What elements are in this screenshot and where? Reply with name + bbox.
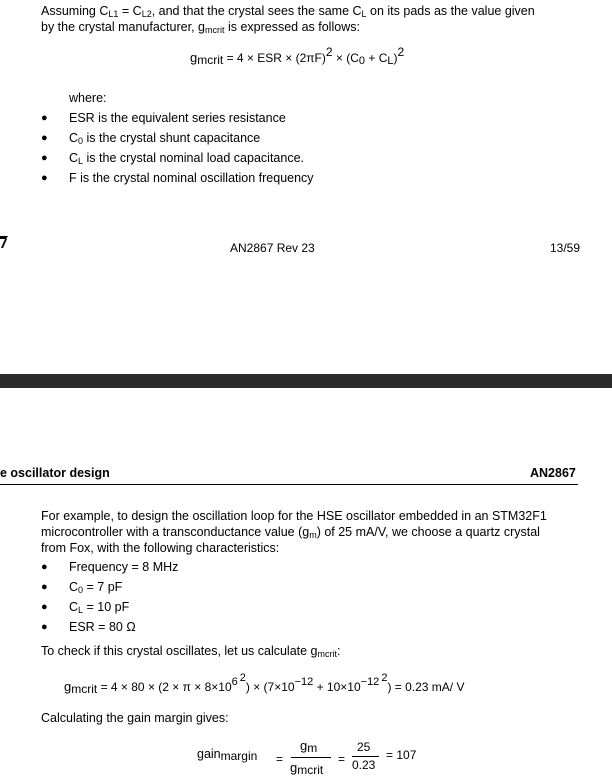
example-line-2: microcontroller with a transconductance value $(g_m)$ of 25 mA/V, we choose a quartz crystal (41, 525, 540, 540)
intro-line-2: by the crystal manufacturer, $g_{mcrit}$ is expressed as follows: (41, 20, 360, 35)
footer-document-id: AN2867 Rev 23 (230, 241, 315, 255)
fraction-bar (291, 757, 331, 758)
example-line-1: For example, to design the oscillation loop for the HSE oscillator embedded in an STM32F1 (41, 509, 547, 523)
fraction-023-denominator: 0.23 (352, 758, 376, 772)
bullet-marker: ● (41, 132, 48, 144)
gain-lhs: gain$_{margin}$ (197, 747, 258, 763)
st-logo-icon (0, 236, 8, 248)
definition-item: $C_L$ is the crystal nominal load capacitance. (69, 151, 304, 166)
where-label: where: (69, 91, 107, 105)
gmcrit-formula: $g_{mcrit} = 4$ × ESR × $(2\pi F)^2 \times (C_0 + C_L)^2$ (190, 45, 405, 67)
bullet-marker: ● (41, 172, 48, 184)
intro-paragraph (41, 3, 601, 35)
bullet-marker: ● (41, 112, 48, 124)
gain-eq-2: = (338, 752, 346, 766)
definition-item: ESR is the equivalent series resistance (69, 111, 286, 125)
definition-item: $C_0$ is the crystal shunt capacitance (69, 131, 261, 146)
gmcrit-calculation: $g_{mcrit} = 4 \times 80 \times (2 \times \pi \times 8\times 10^6$ $^2) \times (7\times 10^{-12} + 10\times 10^{-12}$ $^2$) = 0.23 mA/ V (64, 672, 465, 696)
bullet-marker: ● (41, 152, 48, 164)
spec-item: ESR = 80 Ω (69, 620, 136, 634)
header-document-id: AN2867 (530, 466, 576, 480)
bullet-marker: ● (41, 621, 48, 633)
fraction-gmcrit-denominator: $g_{mcrit}$ (290, 760, 324, 777)
intro-line-1: Assuming $C_{L1} = C_{L2}$, and that the crystal sees the same $C_L$ on its pads as the value given (41, 4, 535, 19)
example-paragraph (41, 508, 601, 556)
example-line-3: from Fox, with the following characteristics: (41, 541, 280, 555)
check-sentence: To check if this crystal oscillates, let us calculate $g_{mcrit}$: (41, 644, 341, 659)
definition-item: F is the crystal nominal oscillation frequency (69, 171, 314, 185)
page-separator (0, 374, 612, 388)
fraction-bar (352, 756, 379, 757)
gain-margin-sentence: Calculating the gain margin gives: (41, 711, 229, 725)
spec-item: $C_L = 10$ pF (69, 600, 130, 615)
fraction-25-numerator: 25 (357, 740, 371, 754)
spec-item: $C_0 = 7$ pF (69, 580, 123, 595)
bullet-marker: ● (41, 581, 48, 593)
gain-result: = 107 (386, 748, 417, 762)
header-section-title: e oscillator design (0, 466, 110, 480)
fraction-gm-numerator: $g_m$ (300, 738, 318, 755)
bullet-marker: ● (41, 561, 48, 573)
bullet-marker: ● (41, 601, 48, 613)
gain-eq-1: = (276, 752, 284, 766)
header-rule (0, 484, 578, 485)
spec-item: Frequency = 8 MHz (69, 560, 179, 574)
footer-page-number: 13/59 (550, 241, 581, 255)
